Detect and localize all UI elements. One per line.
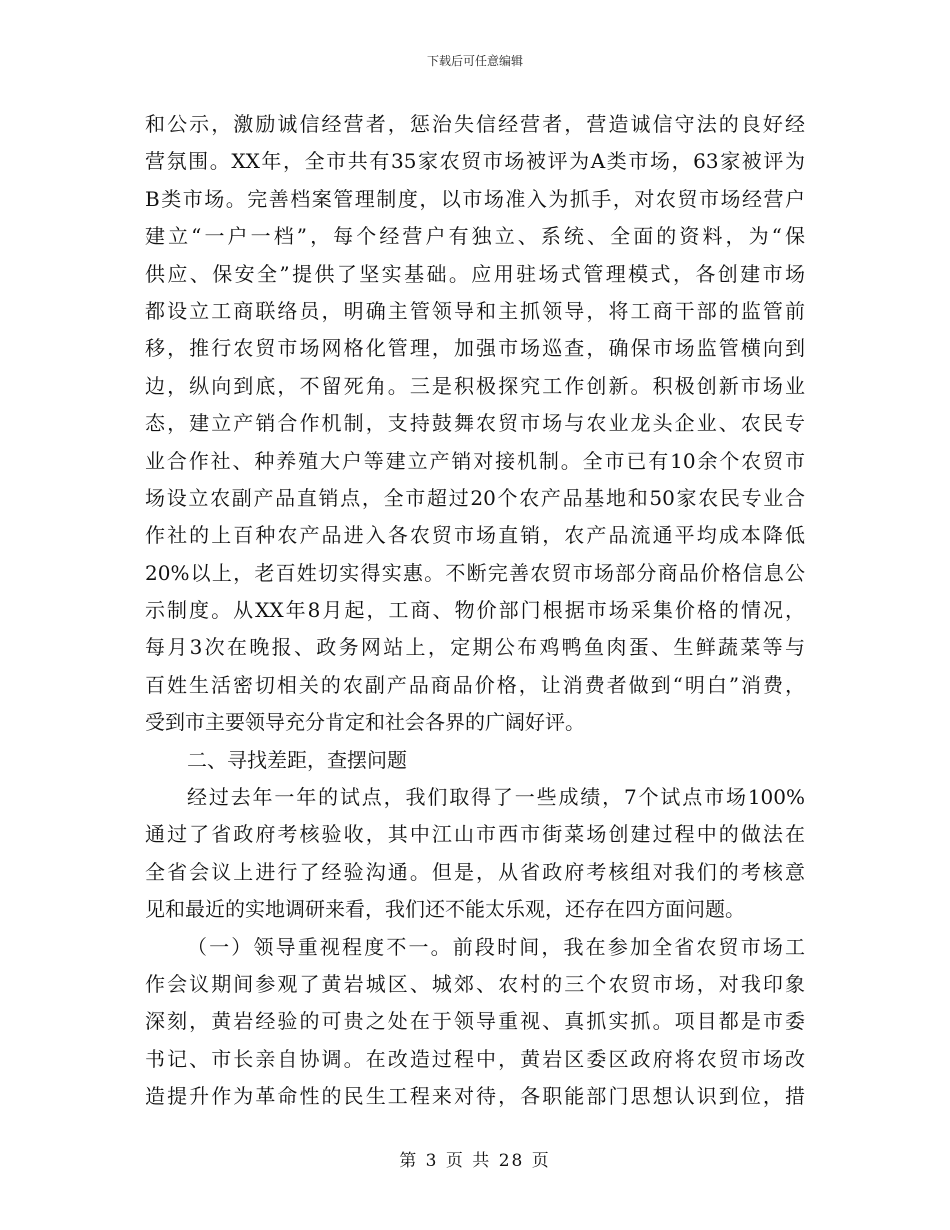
section-heading: 二、寻找差距，查摆问题 (187, 747, 407, 772)
body-line: 营氛围。XX年，全市共有35家农贸市场被评为A类市场，63家被评为 (145, 149, 805, 174)
subsection-line: （一）领导重视程度不一。前段时间，我在参加全省农贸市场工 (187, 934, 805, 959)
body-line: B类市场。完善档案管理制度，以市场准入为抓手，对农贸市场经营户 (145, 186, 805, 211)
body-line: 造提升作为革命性的民生工程来对待，各职能部门思想认识到位，措 (145, 1084, 805, 1109)
body-line: 百姓生活密切相关的农副产品商品价格，让消费者做到“明白”消费， (145, 672, 805, 697)
body-line: 态，建立产销合作机制，支持鼓舞农贸市场与农业龙头企业、农民专 (145, 411, 805, 436)
body-line: 建立“一户一档”，每个经营户有独立、系统、全面的资料，为“保 (145, 224, 805, 249)
page-number: 第 3 页 共 28 页 (399, 1151, 551, 1171)
body-line: 示制度。从XX年8月起，工商、物价部门根据市场采集价格的情况， (145, 598, 805, 623)
body-line: 每月3次在晚报、政务网站上，定期公布鸡鸭鱼肉蛋、生鲜蔬菜等与 (145, 635, 805, 660)
body-line: 场设立农副产品直销点，全市超过20个农产品基地和50家农民专业合 (145, 485, 805, 510)
body-line: 业合作社、种养殖大户等建立产销对接机制。全市已有10余个农贸市 (145, 448, 805, 473)
body-line: 和公示，激励诚信经营者，惩治失信经营者，营造诚信守法的良好经 (145, 112, 805, 136)
body-line: 作会议期间参观了黄岩城区、城郊、农村的三个农贸市场，对我印象 (145, 971, 805, 996)
body-line: 20%以上，老百姓切实得实惠。不断完善农贸市场部分商品价格信息公 (145, 560, 805, 585)
body-line: 受到市主要领导充分肯定和社会各界的广阔好评。 (145, 710, 585, 735)
body-line: 经过去年一年的试点，我们取得了一些成绩，7个试点市场100% (187, 785, 805, 810)
body-line: 全省会议上进行了经验沟通。但是，从省政府考核组对我们的考核意 (145, 859, 805, 884)
body-line: 书记、市长亲自协调。在改造过程中，黄岩区委区政府将农贸市场改 (145, 1046, 805, 1071)
body-line: 都设立工商联络员，明确主管领导和主抓领导，将工商干部的监管前 (145, 298, 805, 323)
body-line: 深刻，黄岩经验的可贵之处在于领导重视、真抓实抓。项目都是市委 (145, 1009, 805, 1034)
body-line: 见和最近的实地调研来看，我们还不能太乐观，还存在四方面问题。 (145, 897, 745, 922)
document-body (145, 106, 805, 1116)
body-line: 供应、保安全”提供了坚实基础。应用驻场式管理模式，各创建市场 (145, 261, 805, 286)
body-line: 边，纵向到底，不留死角。三是积极探究工作创新。积极创新市场业 (145, 373, 805, 398)
page-header-note: 下载后可任意编辑 (426, 54, 523, 68)
body-line: 移，推行农贸市场网格化管理，加强市场巡查，确保市场监管横向到 (145, 336, 805, 361)
body-line: 作社的上百种农产品进入各农贸市场直销，农产品流通平均成本降低 (145, 523, 805, 548)
body-line: 通过了省政府考核验收，其中江山市西市街菜场创建过程中的做法在 (145, 822, 805, 847)
